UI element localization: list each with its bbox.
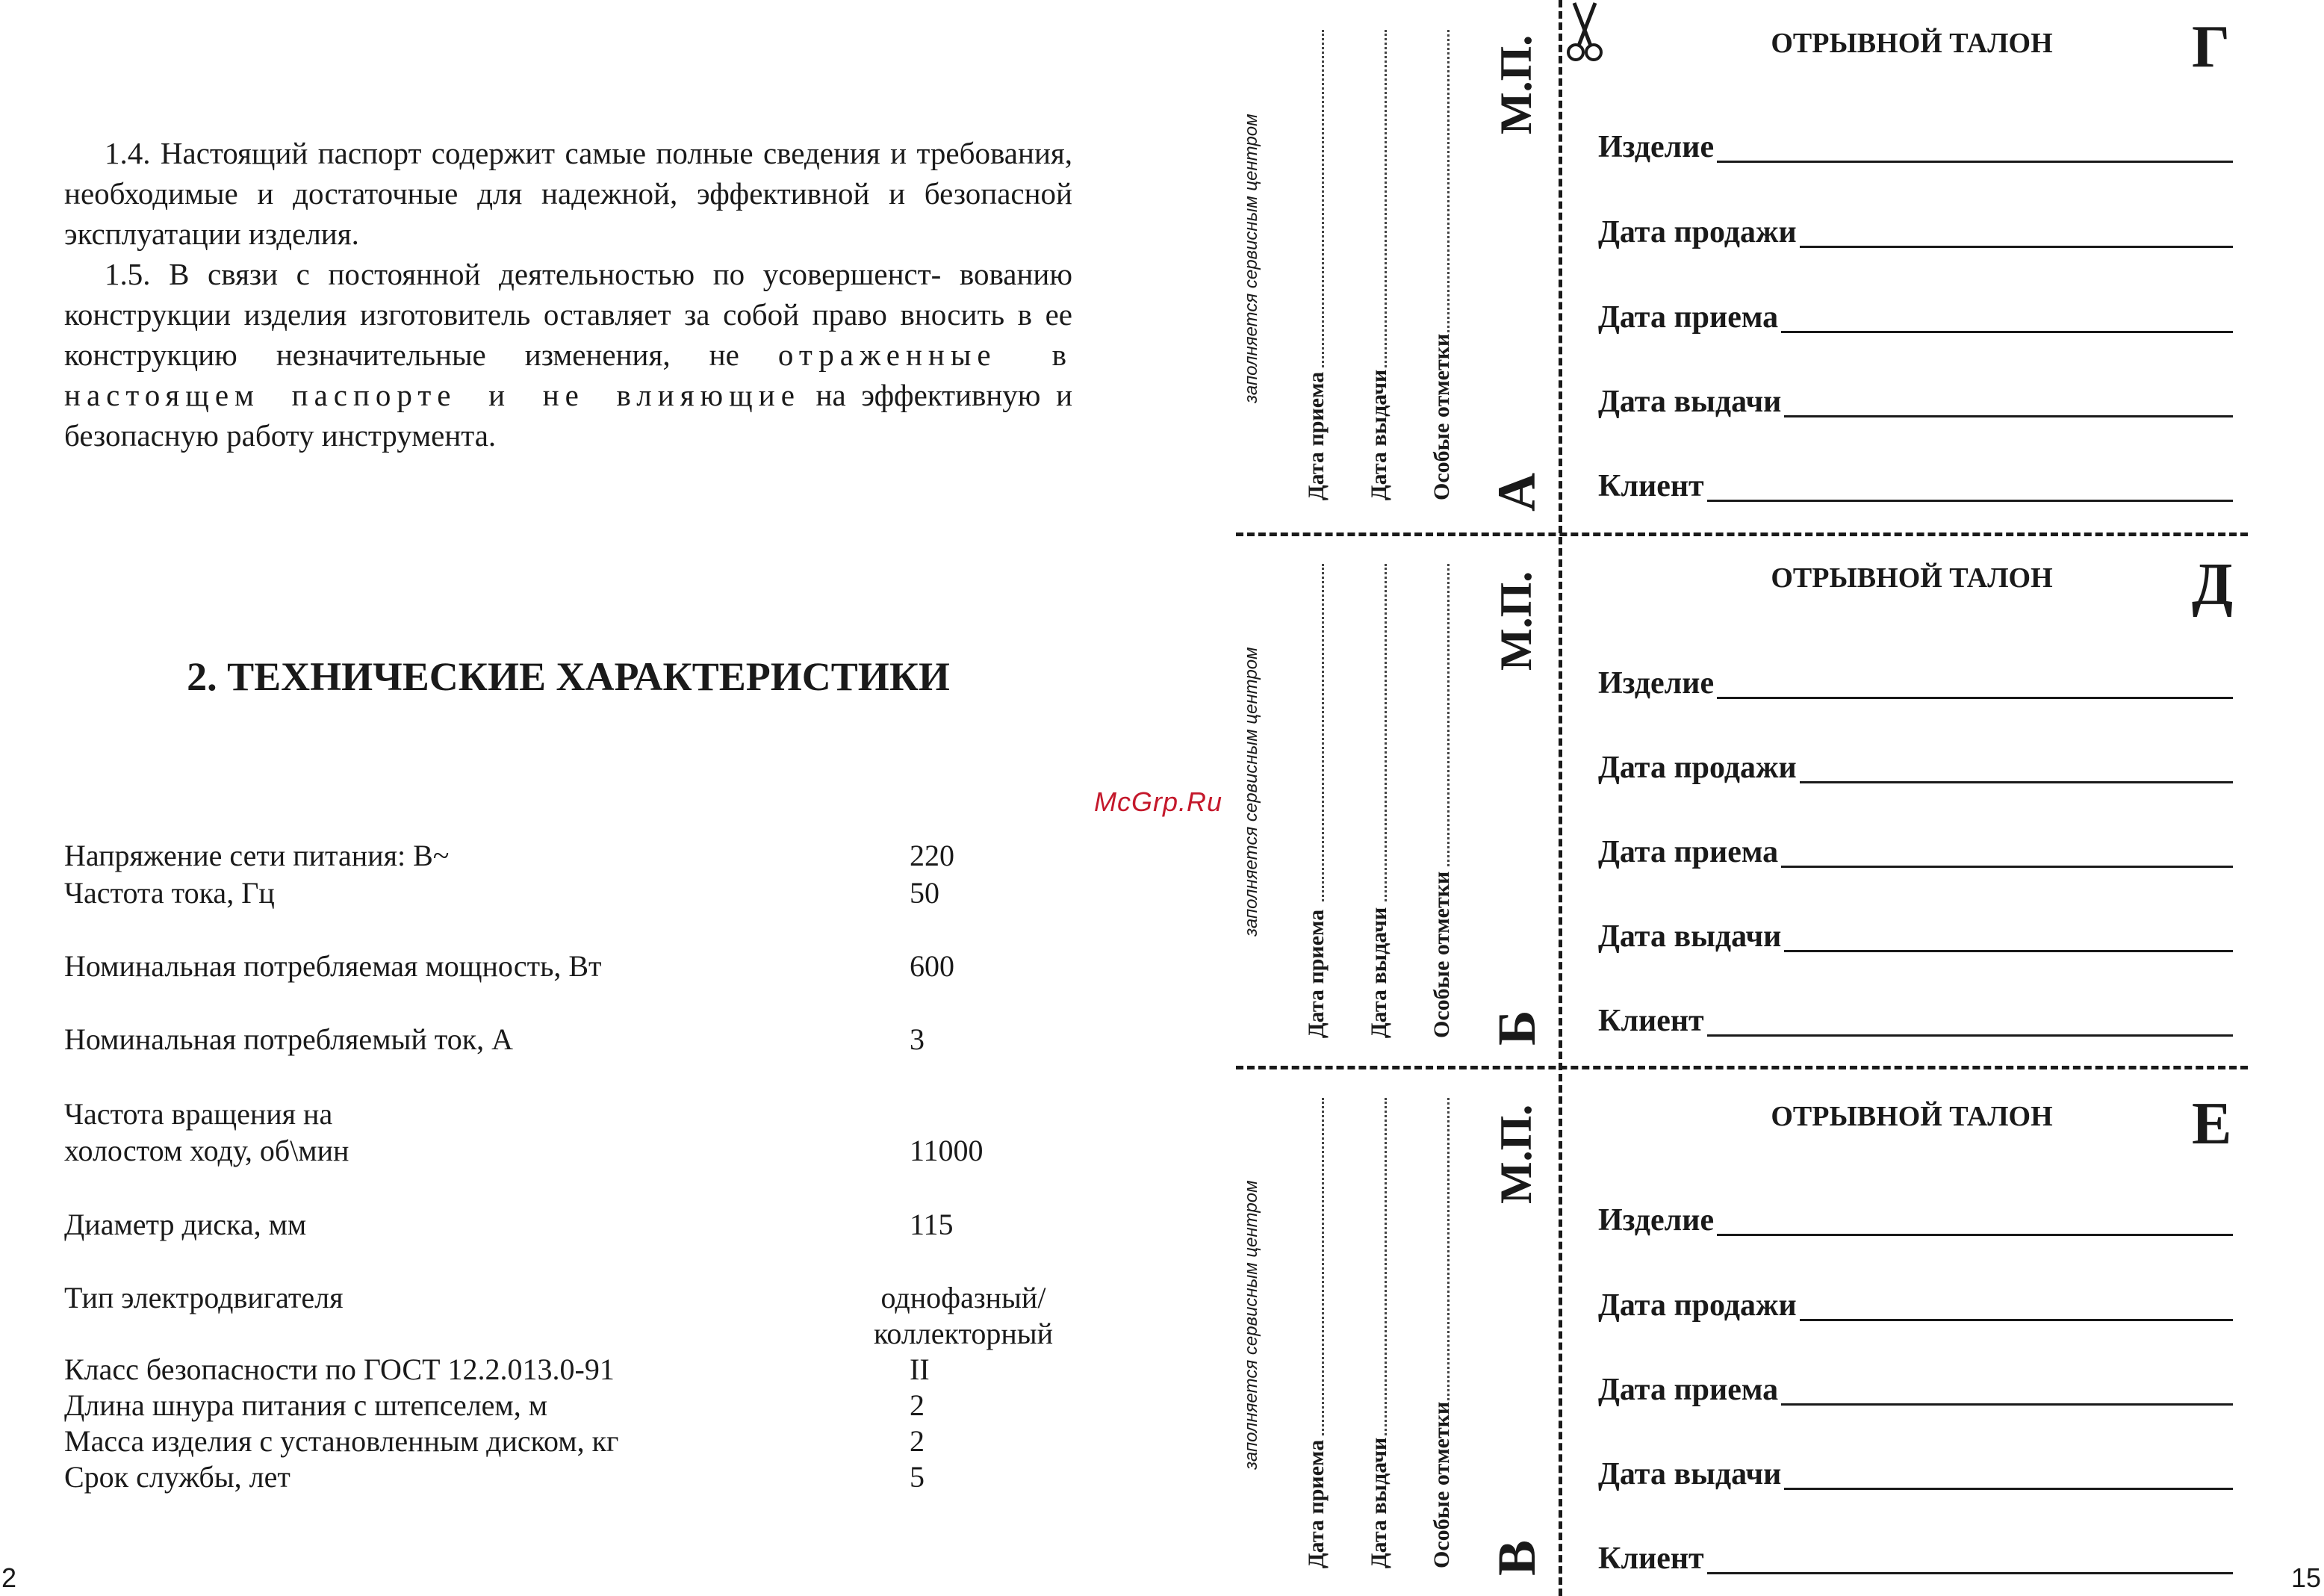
spec-value: коллекторный xyxy=(873,1317,1054,1350)
sale-date-field[interactable] xyxy=(1598,742,2233,783)
field-line xyxy=(1781,301,2233,333)
spec-label: Номинальная потребляемая мощность, Вт xyxy=(64,949,602,983)
talon-letter: Е xyxy=(2192,1091,2232,1157)
field-label: Дата приема xyxy=(1598,300,1779,335)
dotted-line xyxy=(1385,30,1387,367)
client-field[interactable] xyxy=(1598,995,2233,1037)
stub-letter: Б xyxy=(1487,1010,1547,1046)
spec-value: 2 xyxy=(910,1424,925,1458)
talon-letter: Г xyxy=(2192,14,2230,80)
dotted-line xyxy=(1447,30,1450,332)
field-line xyxy=(1707,470,2233,502)
stamp-label: М.П. xyxy=(1491,1104,1541,1204)
issue-date-field[interactable] xyxy=(1598,1448,2233,1490)
spec-value: 2 xyxy=(910,1388,925,1422)
field-line xyxy=(1784,385,2233,417)
talon-letter: Д xyxy=(2192,552,2234,618)
field-label: Дата выдачи xyxy=(1598,1457,1782,1491)
spec-label: холостом ходу, об\мин xyxy=(64,1134,349,1167)
field-line xyxy=(1800,1289,2233,1321)
special-notes-label: Особые отметки xyxy=(1429,333,1454,500)
page-number-right: 15 xyxy=(2291,1562,2322,1593)
para-line: эффективной и безопасной эксплуатации изделия. xyxy=(64,176,1073,251)
spec-value: однофазный/ xyxy=(880,1281,1046,1314)
date-received-label: Дата приема xyxy=(1304,371,1329,500)
field-label: Изделие xyxy=(1598,130,1715,164)
receive-date-field[interactable] xyxy=(1598,1364,2233,1406)
para-line: право вносить в ее конструкцию незначительные изменения, не xyxy=(64,297,1072,372)
receive-date-field[interactable] xyxy=(1598,291,2233,333)
spec-label: Длина шнура питания с штепселем, м xyxy=(64,1388,548,1422)
service-note: заполняется сервисным центром xyxy=(1241,647,1261,937)
field-line xyxy=(1800,216,2233,248)
spec-value: 50 xyxy=(910,876,939,910)
product-field[interactable] xyxy=(1598,657,2233,699)
dotted-line xyxy=(1385,564,1387,901)
spec-label: Масса изделия с установленным диском, кг xyxy=(64,1424,619,1458)
talon-title: ОТРЫВНОЙ ТАЛОН xyxy=(1771,562,2053,594)
field-label: Дата продажи xyxy=(1598,215,1797,249)
field-line xyxy=(1707,1005,2233,1037)
dotted-line xyxy=(1322,1098,1324,1435)
sale-date-field[interactable] xyxy=(1598,1279,2233,1321)
date-received-label: Дата приема xyxy=(1304,909,1329,1038)
issue-date-field[interactable] xyxy=(1598,376,2233,417)
field-line xyxy=(1781,1373,2233,1406)
dotted-line xyxy=(1322,30,1324,367)
spec-value: 5 xyxy=(910,1460,925,1494)
spec-label: Класс безопасности по ГОСТ 12.2.013.0-91 xyxy=(64,1353,615,1386)
horizontal-cut-line xyxy=(1236,1066,2248,1069)
client-field[interactable] xyxy=(1598,460,2233,502)
stamp-label: М.П. xyxy=(1491,34,1541,134)
field-label: Клиент xyxy=(1598,469,1704,503)
field-label: Клиент xyxy=(1598,1541,1704,1576)
spec-value: 600 xyxy=(910,949,954,983)
spec-value: 3 xyxy=(910,1022,925,1056)
spec-value: 220 xyxy=(910,839,954,872)
talon-title: ОТРЫВНОЙ ТАЛОН xyxy=(1771,28,2053,59)
stub-letter: В xyxy=(1487,1539,1547,1576)
client-field[interactable] xyxy=(1598,1533,2233,1574)
dotted-line xyxy=(1447,1098,1450,1400)
para-line: вованию конструкции изделия изготовитель оставляет за собой xyxy=(64,257,1072,332)
dotted-line xyxy=(1447,564,1450,866)
para-line: отраженные в настоящем паспорте и не влияющие xyxy=(64,338,1073,412)
paragraph-1-5 xyxy=(64,254,1072,456)
dotted-line xyxy=(1322,564,1324,901)
date-issued-label: Дата выдачи xyxy=(1367,369,1391,500)
spec-label: Тип электродвигателя xyxy=(64,1281,344,1314)
field-label: Дата продажи xyxy=(1598,751,1797,785)
spec-label: Частота вращения на xyxy=(64,1097,333,1131)
date-issued-label: Дата выдачи xyxy=(1367,907,1391,1038)
vertical-cut-line xyxy=(1559,0,1562,1596)
spec-label: Частота тока, Гц xyxy=(64,876,275,910)
field-line xyxy=(1781,836,2233,868)
spec-label: Номинальная потребляемый ток, А xyxy=(64,1022,514,1056)
date-issued-label: Дата выдачи xyxy=(1367,1437,1391,1568)
spec-label: Диаметр диска, мм xyxy=(64,1208,307,1241)
service-note: заполняется сервисным центром xyxy=(1241,1180,1261,1470)
horizontal-cut-line xyxy=(1236,532,2248,536)
spec-value: 115 xyxy=(910,1208,954,1241)
field-label: Клиент xyxy=(1598,1004,1704,1038)
spec-label: Напряжение сети питания: В~ xyxy=(64,839,450,872)
talon-title: ОТРЫВНОЙ ТАЛОН xyxy=(1771,1101,2053,1132)
field-label: Дата выдачи xyxy=(1598,385,1782,419)
spec-value: 11000 xyxy=(910,1134,984,1167)
field-label: Дата приема xyxy=(1598,835,1779,869)
para-line: и требования, необходимые и достаточные для надежной, xyxy=(64,136,1072,211)
field-label: Дата приема xyxy=(1598,1373,1779,1407)
receive-date-field[interactable] xyxy=(1598,826,2233,868)
spec-label: Срок службы, лет xyxy=(64,1460,290,1494)
field-label: Изделие xyxy=(1598,1203,1715,1238)
sale-date-field[interactable] xyxy=(1598,206,2233,248)
field-line xyxy=(1717,667,2233,699)
page-number-left: 2 xyxy=(1,1562,17,1593)
para-line: на эффективную и безопасную работу инструмента. xyxy=(64,378,1073,453)
para-line: 1.5. В связи с постоянной деятельностью по усовершенст- xyxy=(105,257,942,291)
product-field[interactable] xyxy=(1598,121,2233,163)
field-label: Изделие xyxy=(1598,666,1715,701)
para-line: 1.4. Настоящий паспорт содержит самые полные сведения xyxy=(105,136,880,170)
watermark: McGrp.Ru xyxy=(1094,786,1223,817)
date-received-label: Дата приема xyxy=(1304,1439,1329,1568)
product-field[interactable] xyxy=(1598,1194,2233,1236)
field-line xyxy=(1717,131,2233,163)
stub-letter: А xyxy=(1487,473,1547,512)
stamp-label: М.П. xyxy=(1491,571,1541,671)
field-label: Дата продажи xyxy=(1598,1288,1797,1323)
service-note: заполняется сервисным центром xyxy=(1241,114,1261,403)
issue-date-field[interactable] xyxy=(1598,910,2233,952)
field-line xyxy=(1784,1458,2233,1490)
special-notes-label: Особые отметки xyxy=(1429,871,1454,1038)
section-title: 2. ТЕХНИЧЕСКИЕ ХАРАКТЕРИСТИКИ xyxy=(187,654,950,699)
field-line xyxy=(1800,751,2233,783)
field-line xyxy=(1707,1542,2233,1574)
field-label: Дата выдачи xyxy=(1598,919,1782,954)
spec-value: II xyxy=(910,1353,930,1386)
paragraph-1-4 xyxy=(64,133,1072,254)
field-line xyxy=(1784,920,2233,952)
dotted-line xyxy=(1385,1098,1387,1435)
field-line xyxy=(1717,1204,2233,1236)
special-notes-label: Особые отметки xyxy=(1429,1401,1454,1568)
